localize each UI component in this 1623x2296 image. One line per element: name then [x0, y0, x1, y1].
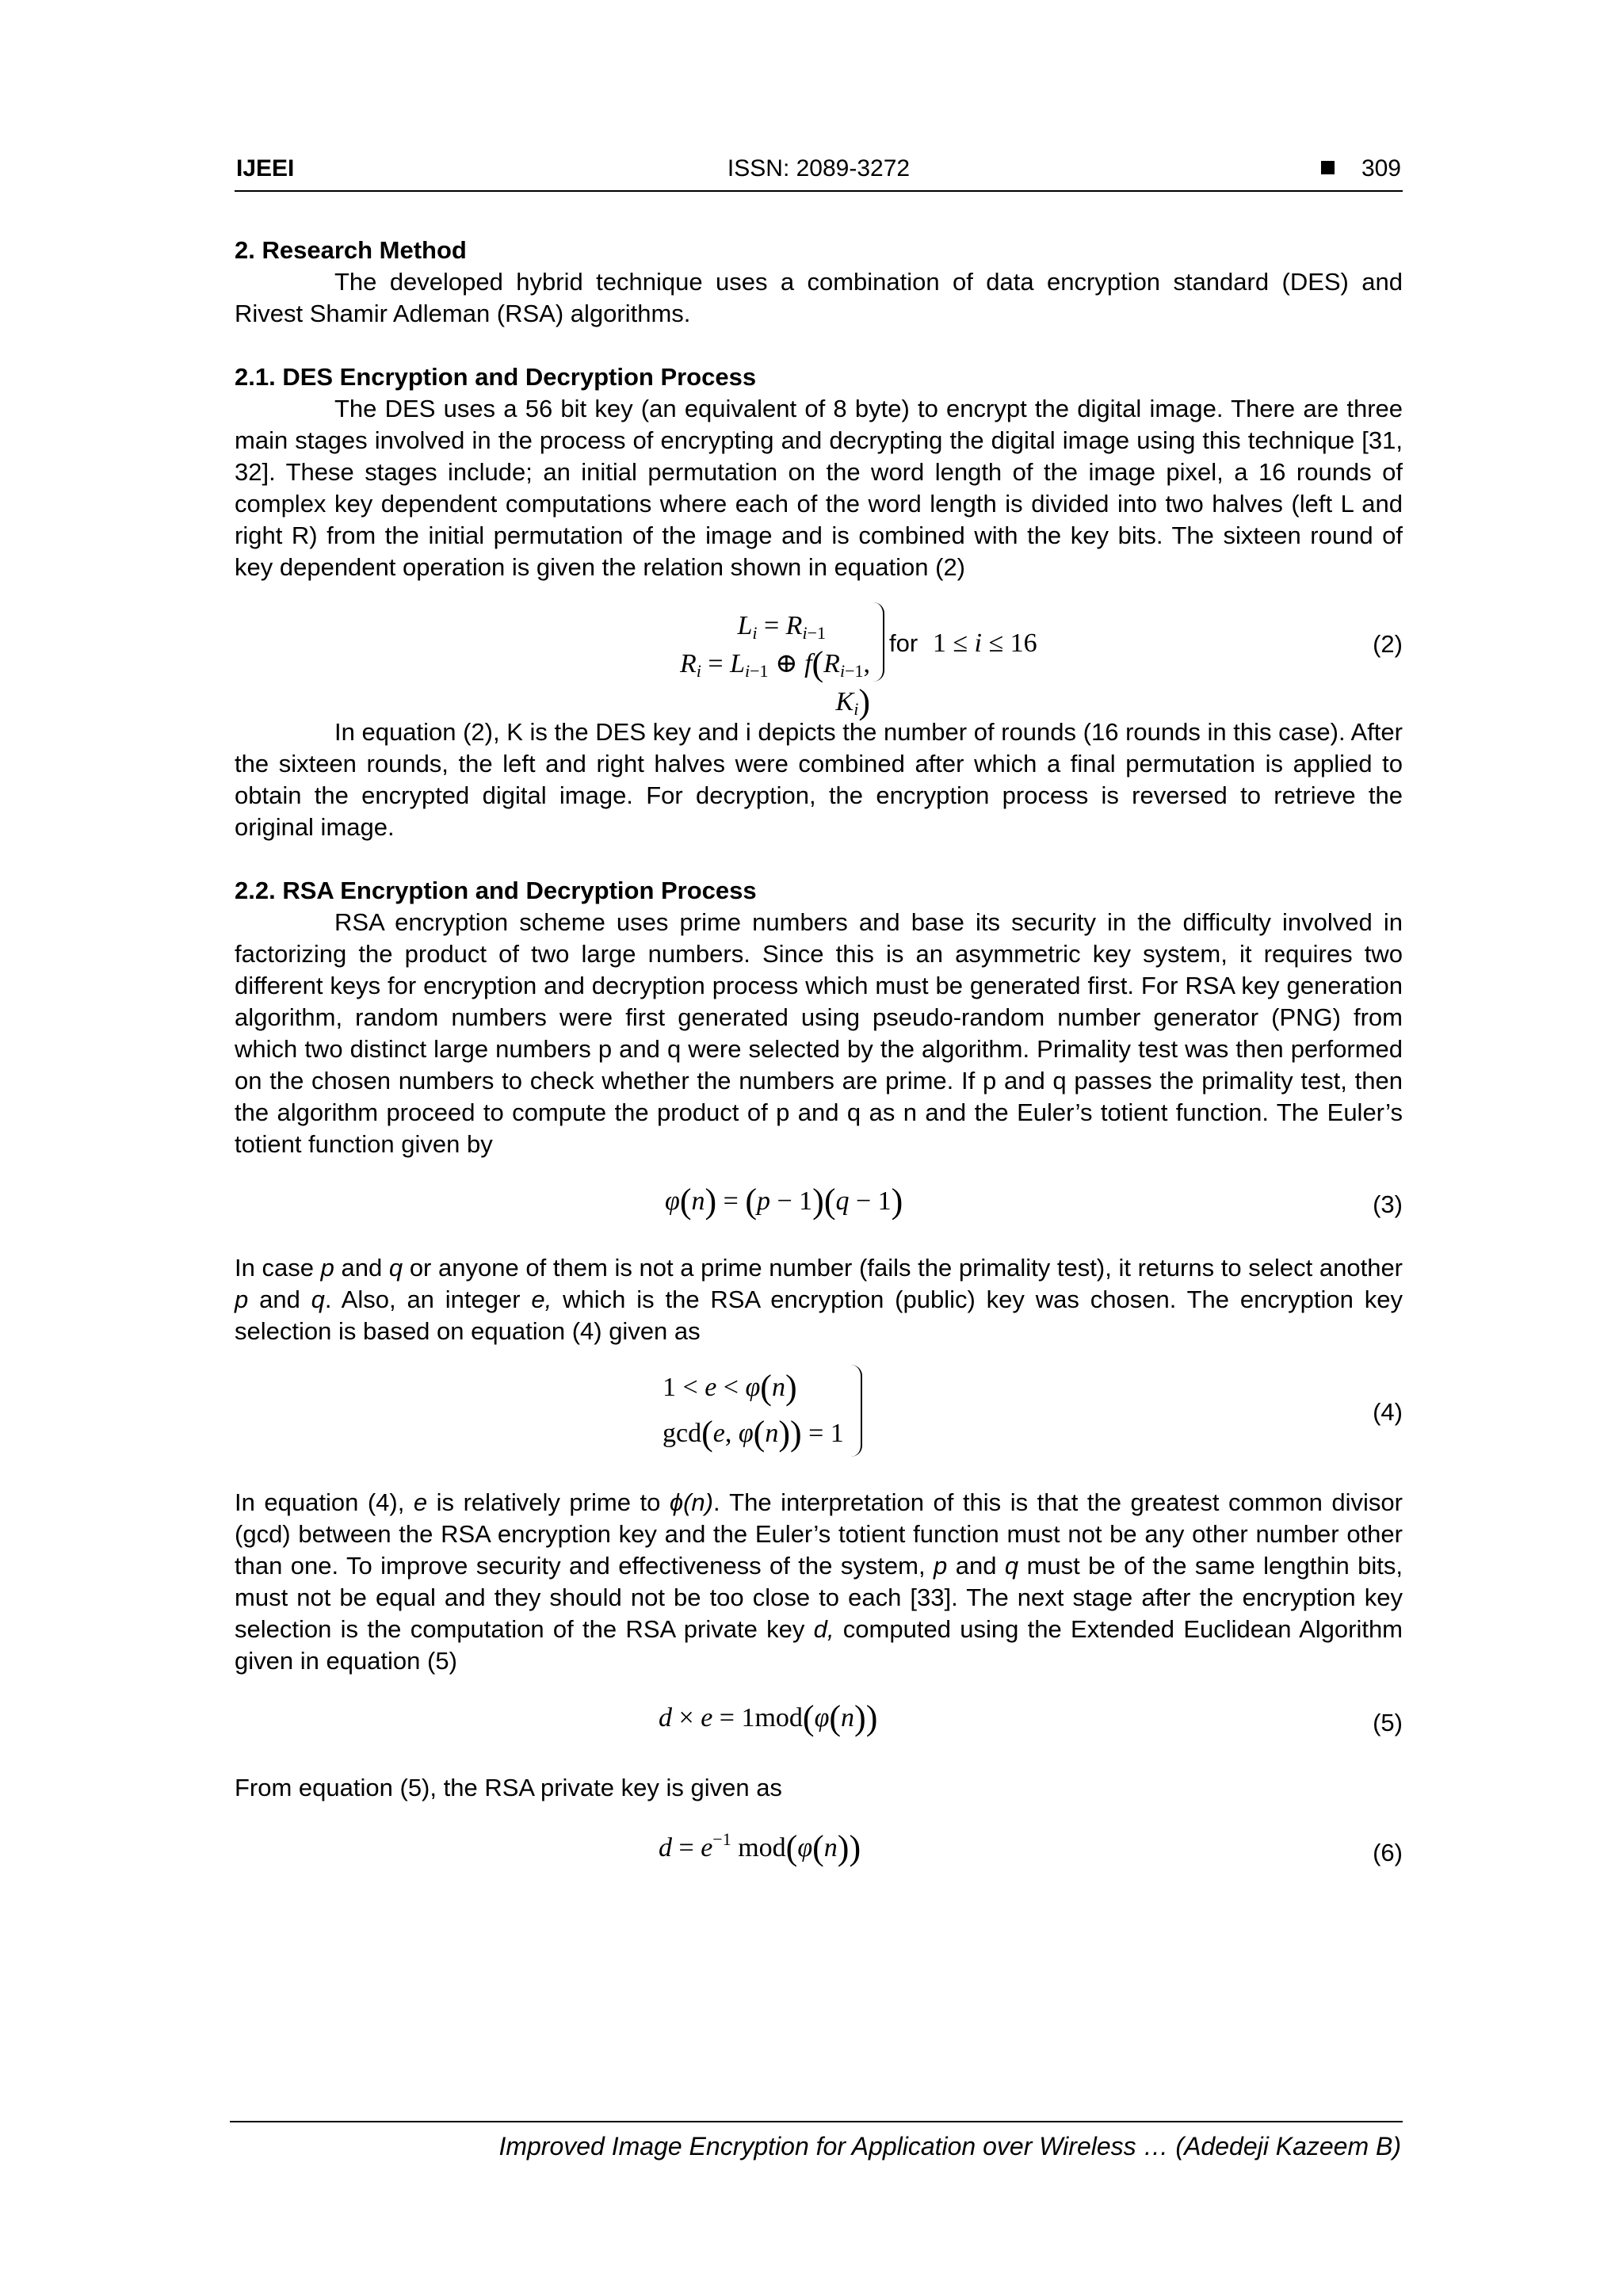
eq2-for: for [889, 629, 918, 657]
section-2-2-paragraph-2: In case p and q or anyone of them is not a prime number (fails the primality test), it returns to select another p and q. Also, an integer e, which is the RSA encryption (public) key was chosen. The encryption key selection is based on equation (4) given as [235, 1254, 1403, 1345]
eq4-line-1: 1 < e < φ(n) [663, 1368, 797, 1407]
footer-text: Improved Image Encryption for Application over Wireless … (Adedeji Kazeem B) [498, 2132, 1401, 2160]
section-2-title: 2. Research Method [235, 236, 467, 264]
page-number: 309 [1361, 155, 1401, 181]
page-number-block [1321, 155, 1401, 182]
eq2-line-2: $R_i = L_{i-1}$ ⊕ $f(R_{i-1}$, $K_i$) [680, 644, 870, 721]
equation-5 [235, 1698, 1403, 1748]
equation-3 [235, 1181, 1403, 1228]
square-bullet-icon [1321, 161, 1335, 174]
eq2-condition: 1 ≤ i ≤ 16 [932, 628, 1037, 658]
eq2-line-1: $L_i = R_{i-1}$ [737, 611, 826, 643]
journal-name: IJEEI [236, 155, 295, 181]
section-2-1-title: 2.1. DES Encryption and Decryption Process [235, 363, 757, 391]
section-2-2-paragraph-1: RSA encryption scheme uses prime numbers and base its security in the difficulty involved in factorizing the product of two large numbers. Since this is an asymmetric key system, it requires two different keys for encryption and decryption process which must be generated first. For RSA key generation algorithm, random numbers were first generated using pseudo-random number generator (PNG) from which two distinct large numbers p and q were selected by the algorithm. Primality test was then performed on the chosen numbers to check whether the numbers are prime. If p and q passes the primality test, then the algorithm proceed to compute the product of p and q as n and the Euler’s totient function. The Euler’s totient function given by [235, 908, 1403, 1158]
eq6-number: (6) [1373, 1839, 1403, 1866]
eq3-formula: φ(n) = (p − 1)(q − 1) [665, 1182, 903, 1221]
eq2-brace [873, 602, 884, 682]
eq4-brace [851, 1365, 862, 1457]
equation-2 [235, 601, 1403, 721]
section-2-2-paragraph-3: In equation (4), e is relatively prime to ϕ(n). The interpretation of this is that the greatest common divisor (gcd) between the RSA encryption key and the Euler’s totient function must not be any other number other than one. To improve security and effectiveness of the system, p and q must be of the same lengthin bits, must not be equal and they should not be too close to each [33]. The next stage after the encryption key selection is the computation of the RSA private key d, computed using the Extended Euclidean Algorithm given in equation (5) [235, 1488, 1403, 1675]
section-2-2-paragraph-4: From equation (5), the RSA private key is given as [235, 1774, 782, 1801]
section-2-2-title: 2.2. RSA Encryption and Decryption Process [235, 877, 757, 904]
equation-6 [235, 1828, 1403, 1878]
eq4-number: (4) [1373, 1398, 1403, 1426]
page-footer [230, 2121, 1403, 2160]
eq3-number: (3) [1373, 1190, 1403, 1218]
eq5-number: (5) [1373, 1709, 1403, 1736]
issn: ISSN: 2089-3272 [727, 155, 911, 181]
equation-4 [235, 1363, 1403, 1461]
section-2-intro: The developed hybrid technique uses a combination of data encryption standard (DES) and Rivest Shamir Adleman (RSA) algorithms. [235, 268, 1403, 327]
eq2-number: (2) [1373, 630, 1403, 658]
eq6-formula: $d = e^{-1}$ mod(φ(n)) [659, 1828, 861, 1867]
section-2-1-paragraph-1: The DES uses a 56 bit key (an equivalent of 8 byte) to encrypt the digital image. There are three main stages involved in the process of encrypting and decrypting the digital image using this technique [31, 32]. These stages include; an initial permutation on the word length of the image pixel, a 16 rounds of complex key dependent computations where each of the word length is divided into two halves (left L and right R) from the initial permutation of the image and is combined with the key bits. The sixteen round of key dependent operation is given the relation shown in equation (2) [235, 395, 1403, 581]
page-content [235, 235, 1403, 1878]
page-header [235, 155, 1403, 192]
eq5-formula: d × e = 1mod(φ(n)) [659, 1698, 878, 1737]
section-2-1-paragraph-2: In equation (2), K is the DES key and i depicts the number of rounds (16 rounds in this case). After the sixteen rounds, the left and right halves were combined after which a final permutation is applied to obtain the encrypted digital image. For decryption, the encryption process is reversed to retrieve the original image. [235, 718, 1403, 841]
eq4-line-2: gcd(e, φ(n)) = 1 [663, 1414, 844, 1453]
